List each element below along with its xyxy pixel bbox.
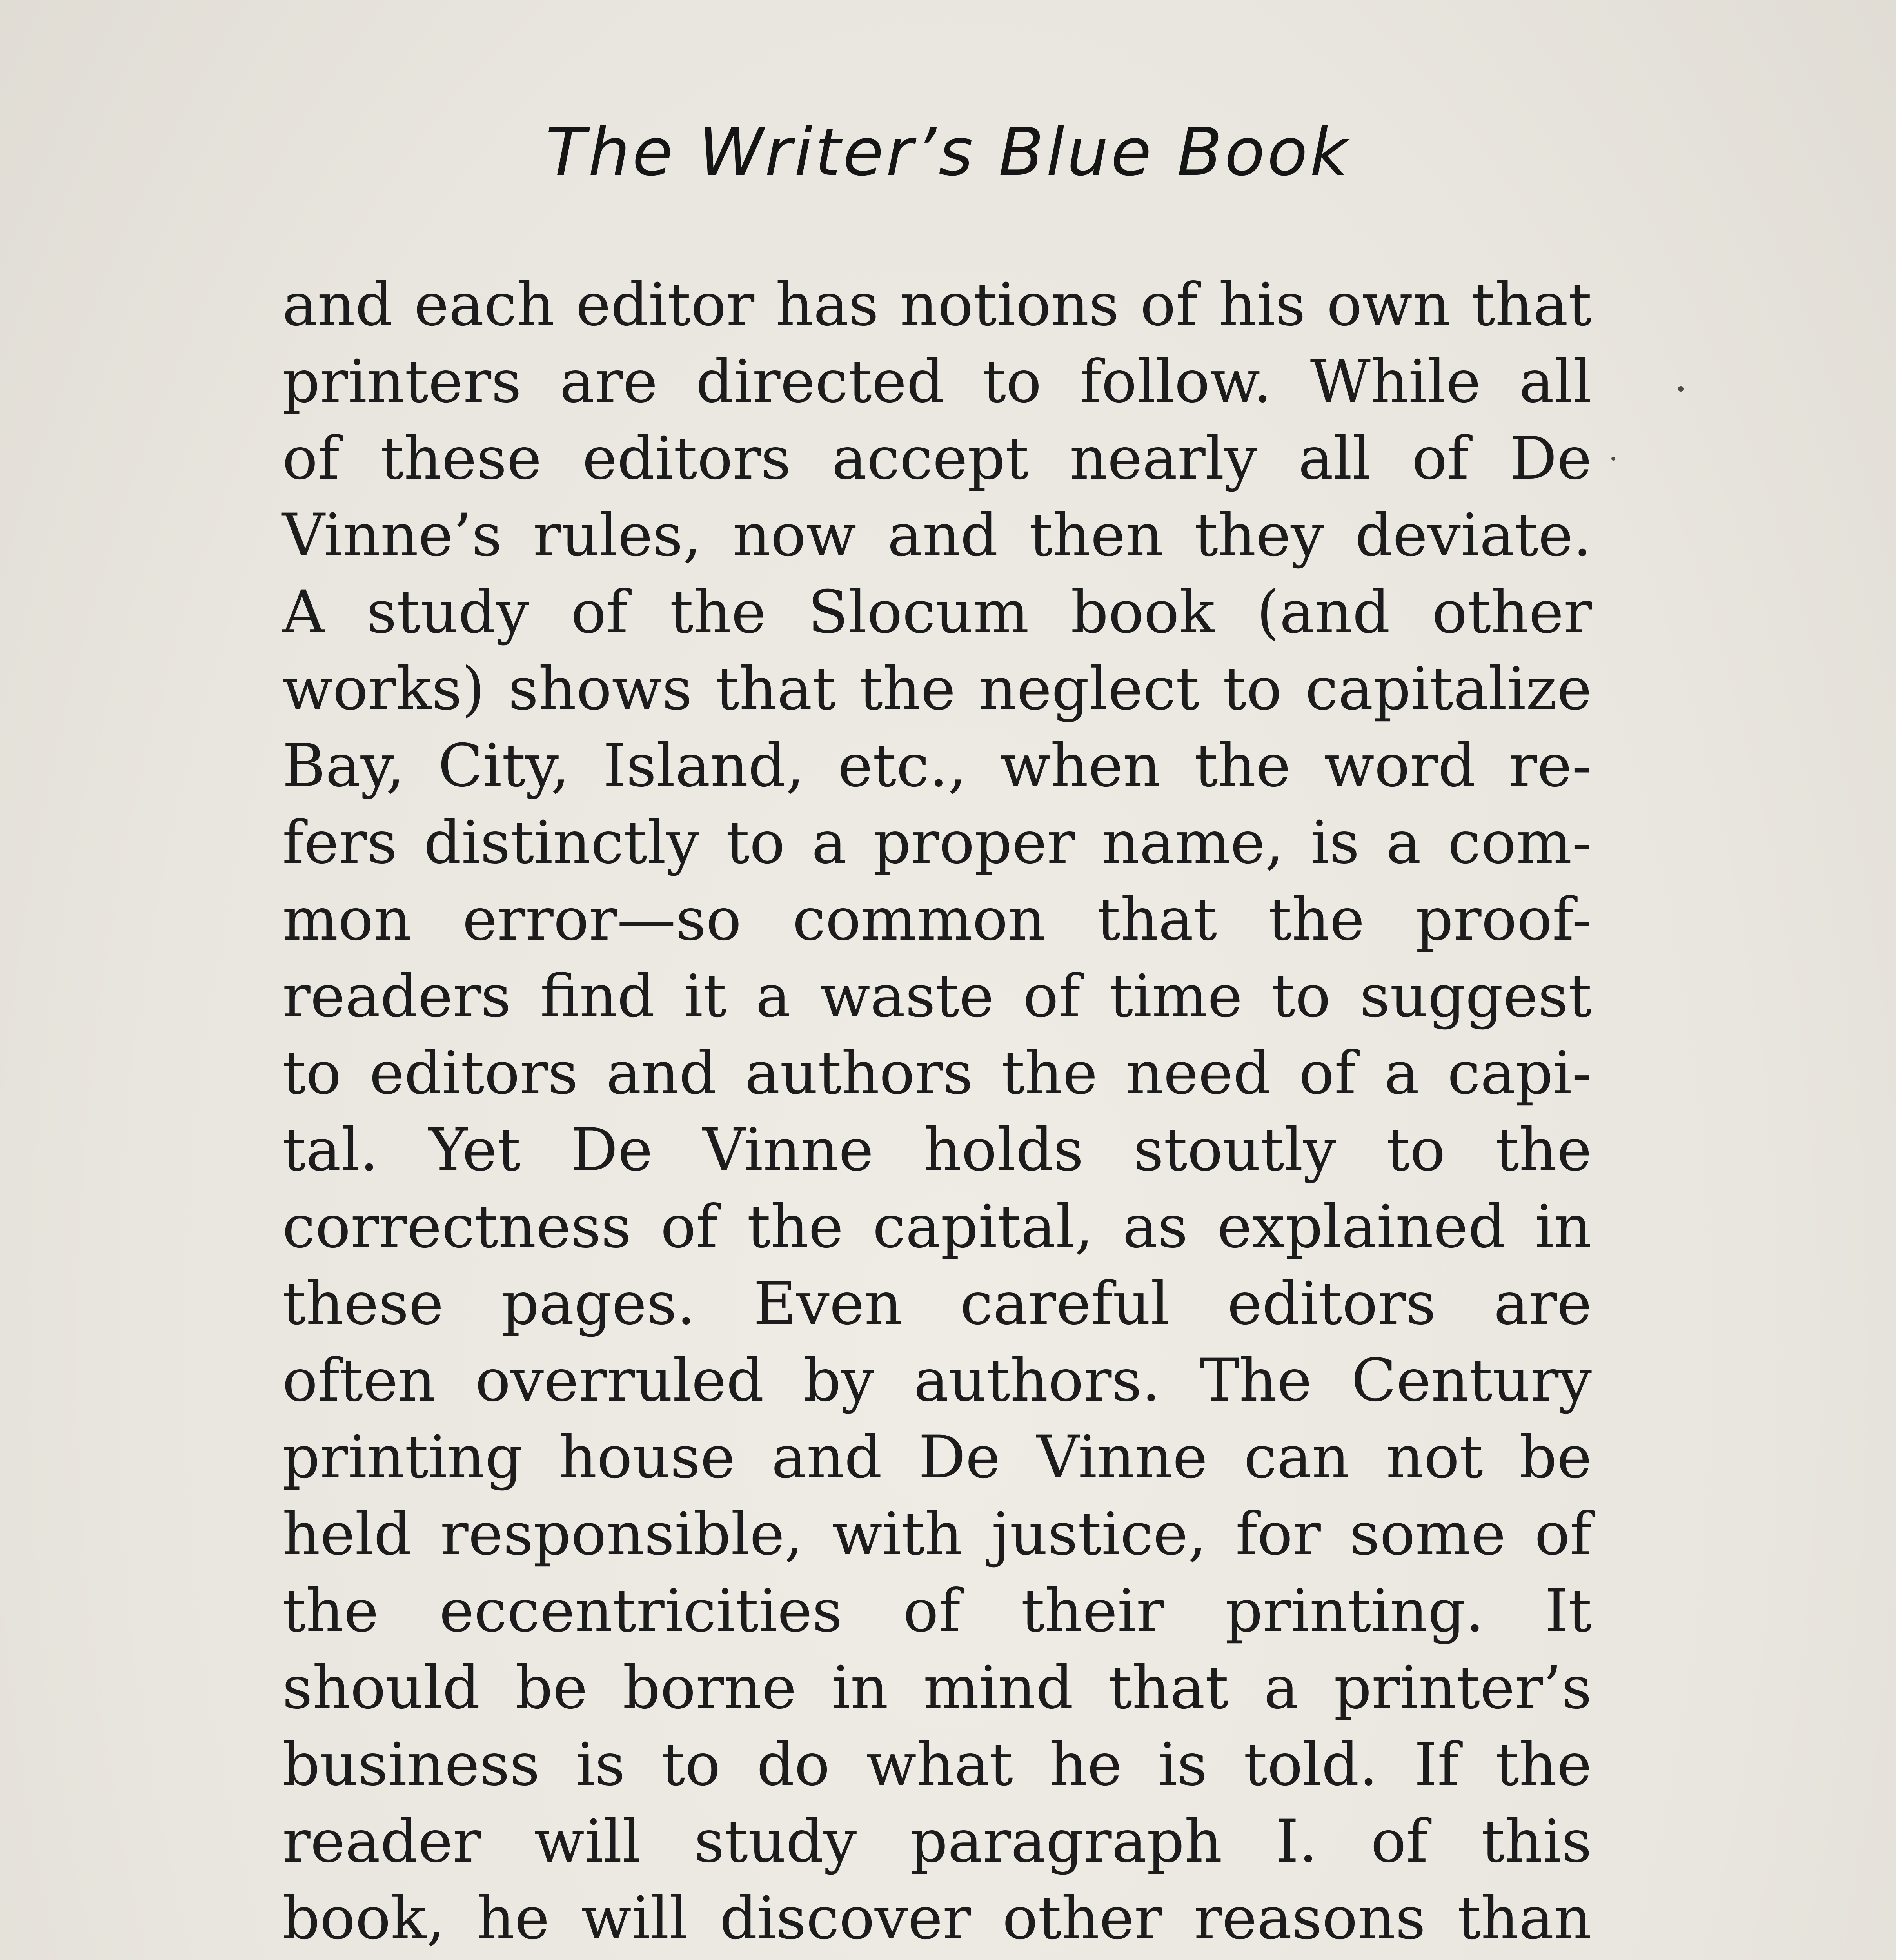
- text-line: [282, 1957, 1592, 1960]
- text-line: business is to do what he is told. If the: [282, 1731, 1592, 1799]
- text-line: and each editor has notions of his own that: [282, 271, 1592, 339]
- ink-speck: [1611, 457, 1615, 461]
- text-line: of these editors accept nearly all of De: [282, 425, 1592, 493]
- text-line: the eccentricities of their printing. It: [282, 1577, 1592, 1645]
- text-line: book, he will discover other reasons than: [282, 1884, 1592, 1953]
- text-line: readers find it a waste of time to suggest: [282, 962, 1592, 1031]
- text-line: A study of the Slocum book (and other: [282, 578, 1592, 646]
- text-line: mon error—so common that the proof-: [282, 886, 1592, 954]
- text-line: these pages. Even careful editors are: [282, 1270, 1592, 1338]
- text-line: printers are directed to follow. While all: [282, 348, 1592, 416]
- text-line: often overruled by authors. The Century: [282, 1347, 1592, 1415]
- text-line: works) shows that the neglect to capitalize: [282, 655, 1592, 723]
- ink-speck: [1678, 386, 1684, 392]
- text-line: printing house and De Vinne can not be: [282, 1423, 1592, 1492]
- text-line: correctness of the capital, as explained in: [282, 1193, 1592, 1261]
- text-line: reader will study paragraph I. of this: [282, 1808, 1592, 1876]
- body-paragraph: [282, 267, 1592, 1960]
- text-line: tal. Yet De Vinne holds stoutly to the: [282, 1116, 1592, 1184]
- text-line: should be borne in mind that a printer’s: [282, 1654, 1592, 1722]
- text-line: held responsible, with justice, for some of: [282, 1500, 1592, 1568]
- text-line: fers distinctly to a proper name, is a com-: [282, 809, 1592, 877]
- running-head: The Writer’s Blue Book: [545, 114, 1351, 191]
- text-line: Bay, City, Island, etc., when the word re-: [282, 732, 1592, 800]
- text-line: to editors and authors the need of a capi-: [282, 1039, 1592, 1107]
- text-line: Vinne’s rules, now and then they deviate.: [282, 501, 1592, 570]
